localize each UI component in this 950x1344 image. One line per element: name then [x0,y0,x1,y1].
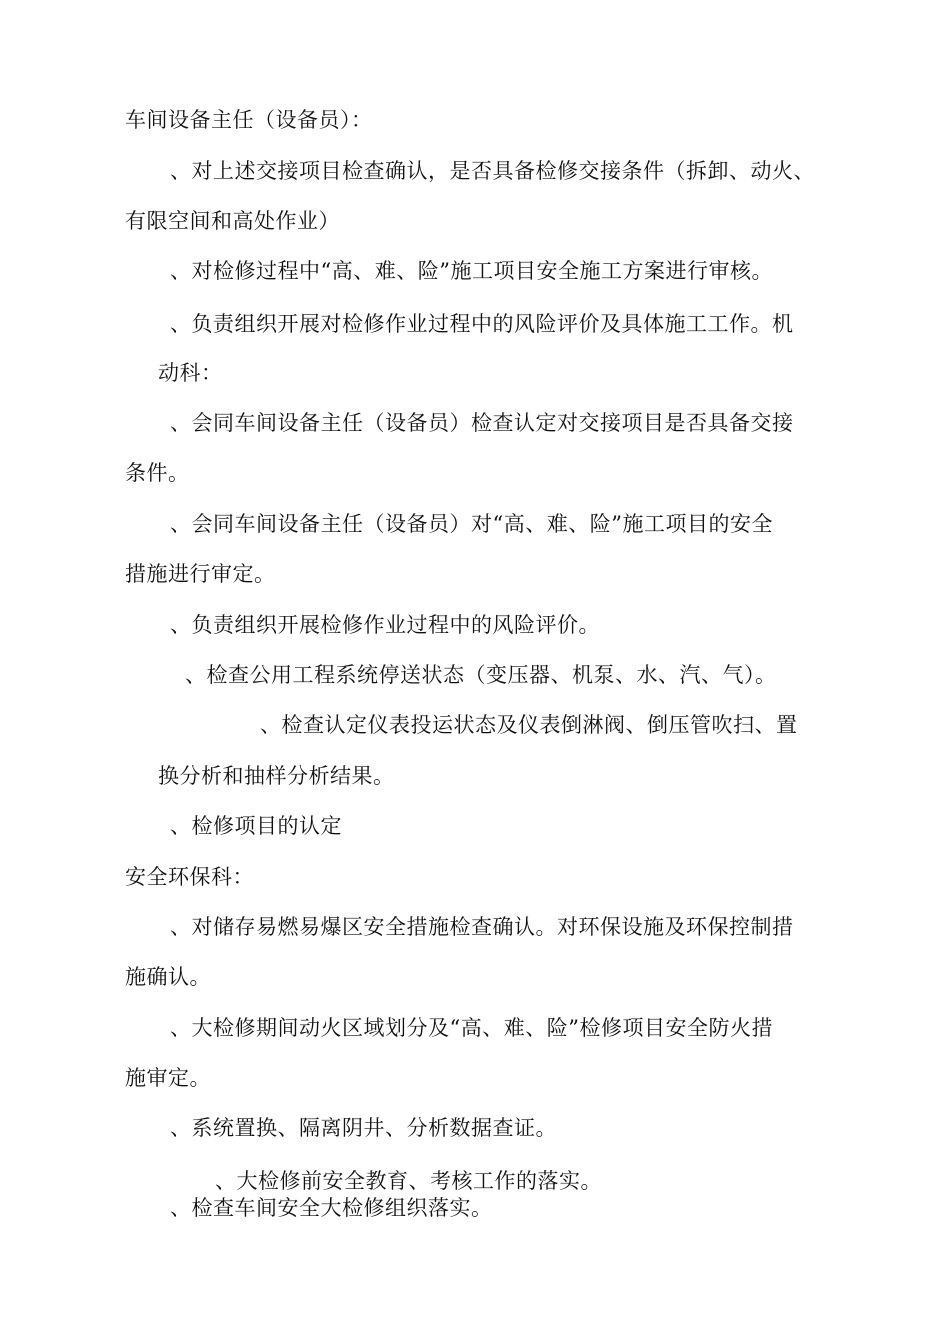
section-heading-mechanical-dept: 动科： [158,361,223,385]
text-line: 、检查车间安全大检修组织落实。 [170,1196,493,1220]
text-line: 措施进行审定。 [125,562,276,586]
text-line: 、会同车间设备主任（设备员）对“高、难、险”施工项目的安全 [170,512,773,536]
section-heading-equipment-supervisor: 车间设备主任（设备员）： [125,108,373,132]
text-line: 、大检修前安全教育、考核工作的落实。 [215,1169,602,1193]
text-line: 、对储存易燃易爆区安全措施检查确认。对环保设施及环保控制措 [170,915,794,939]
text-line: 有限空间和高处作业） [125,209,340,233]
text-line: 、检查认定仪表投运状态及仪表倒淋阀、倒压管吹扫、置 [260,713,798,737]
text-line: 、对检修过程中“高、难、险”施工项目安全施工方案进行审核。 [170,259,773,283]
text-line: 、检查公用工程系统停送状态（变压器、机泵、水、汽、气）。 [185,663,777,687]
section-heading-safety-env-dept: 安全环保科： [125,865,254,889]
text-line: 、对上述交接项目检查确认，是否具备检修交接条件（拆卸、动火、 [170,159,815,183]
text-line: 、会同车间设备主任（设备员）检查认定对交接项目是否具备交接 [170,411,794,435]
text-line: 施确认。 [125,965,211,989]
text-line: 、检修项目的认定 [170,814,342,838]
text-line: 条件。 [125,461,190,485]
text-line: 换分析和抽样分析结果。 [158,764,395,788]
text-line: 、系统置换、隔离阴井、分析数据查证。 [170,1116,557,1140]
text-line: 、负责组织开展对检修作业过程中的风险评价及具体施工工作。机 [170,312,794,336]
text-line: 、负责组织开展检修作业过程中的风险评价。 [170,613,600,637]
text-line: 施审定。 [125,1066,211,1090]
text-line: 、大检修期间动火区域划分及“高、难、险”检修项目安全防火措 [170,1016,773,1040]
